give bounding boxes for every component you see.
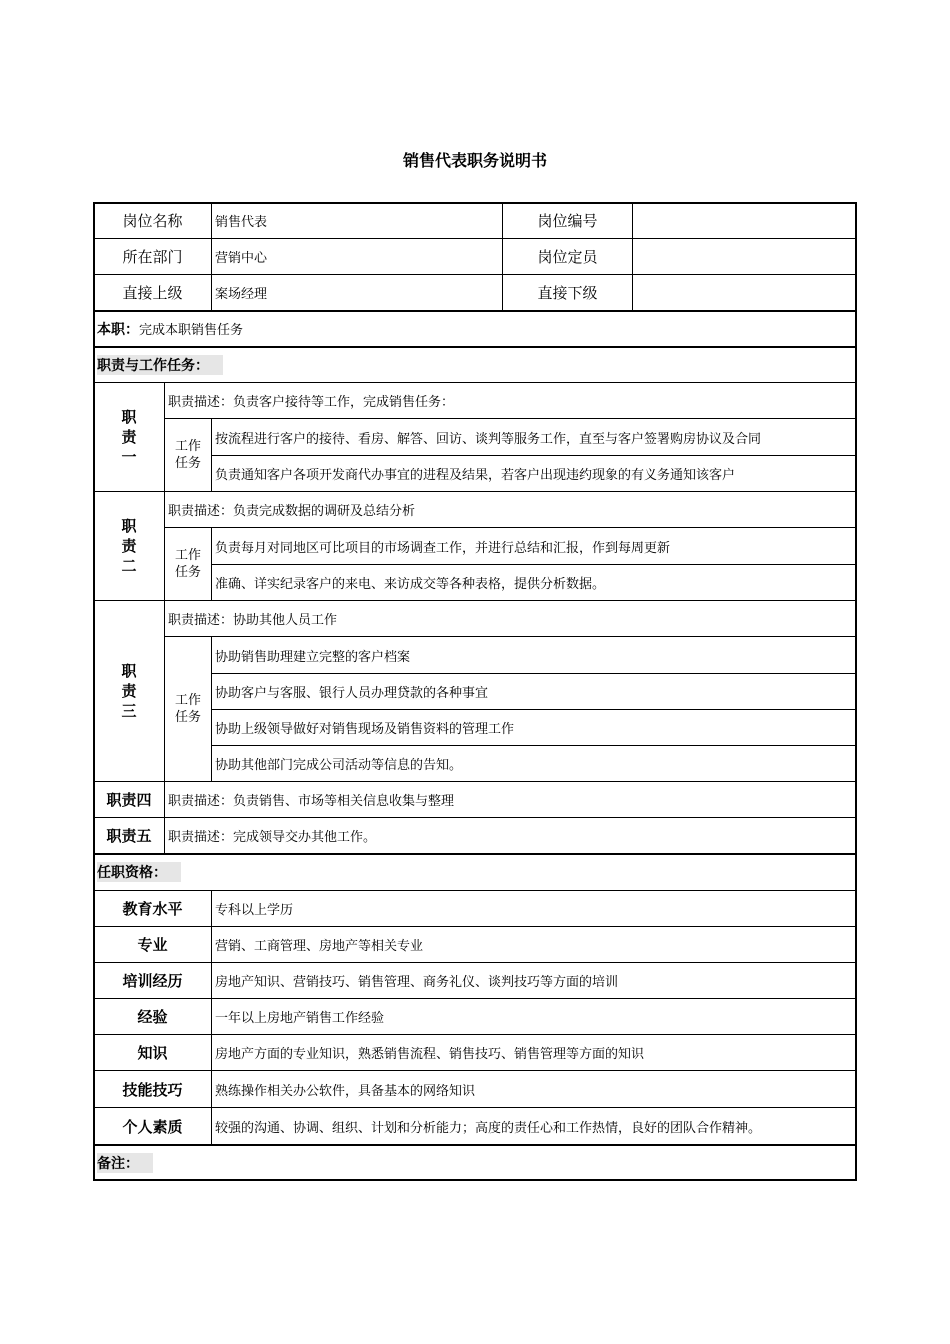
duty-1-task-1: 按流程进行客户的接待、看房、解答、回访、谈判等服务工作，直至与客户签署购房协议及合同	[211, 418, 857, 456]
subordinate-value	[632, 274, 857, 311]
qualifications-section-header	[93, 853, 857, 891]
remarks-label: 备注：	[97, 1153, 153, 1173]
superior-label: 直接上级	[93, 274, 212, 311]
duty-3-description: 职责描述：协助其他人员工作	[164, 600, 857, 637]
duty-2-label: 职 责 二	[93, 491, 165, 601]
duty-5-description: 职责描述：完成领导交办其他工作。	[164, 817, 857, 854]
duty-2-description: 职责描述：负责完成数据的调研及总结分析	[164, 491, 857, 528]
qual-skills-label: 技能技巧	[93, 1070, 212, 1108]
duty-3-task-2: 协助客户与客服、银行人员办理贷款的各种事宜	[211, 673, 857, 710]
qual-training-label: 培训经历	[93, 962, 212, 999]
qual-personal-value: 较强的沟通、协调、组织、计划和分析能力；高度的责任心和工作热情，良好的团队合作精神。	[211, 1107, 857, 1145]
headcount-label: 岗位定员	[502, 238, 633, 275]
superior-value: 案场经理	[211, 274, 503, 311]
duty-5-label: 职责五	[93, 817, 165, 854]
main-duty-row	[93, 310, 857, 347]
position-name-label: 岗位名称	[93, 202, 212, 239]
qual-knowledge-value: 房地产方面的专业知识，熟悉销售流程、销售技巧、销售管理等方面的知识	[211, 1034, 857, 1071]
divider-before-remarks	[93, 1144, 857, 1146]
divider-before-qualifications	[93, 853, 857, 855]
duty-3-label: 职 责 三	[93, 600, 165, 782]
main-duty-label: 本职：	[97, 321, 139, 338]
headcount-value	[632, 238, 857, 275]
duty-1-task-label: 工作 任务	[164, 418, 212, 492]
qualifications-header-text: 任职资格：	[97, 862, 181, 882]
duty-4-label: 职责四	[93, 781, 165, 818]
subordinate-label: 直接下级	[502, 274, 633, 311]
tasks-header-text: 职责与工作任务：	[97, 355, 223, 375]
qual-skills-value: 熟练操作相关办公软件，具备基本的网络知识	[211, 1070, 857, 1108]
main-duty-text: 完成本职销售任务	[139, 323, 244, 338]
qual-training-value: 房地产知识、营销技巧、销售管理、商务礼仪、谈判技巧等方面的培训	[211, 962, 857, 999]
duty-3-task-label: 工作 任务	[164, 636, 212, 782]
qual-experience-value: 一年以上房地产销售工作经验	[211, 998, 857, 1035]
divider-after-basic	[93, 310, 857, 312]
tasks-section-header	[93, 346, 857, 383]
qual-education-label: 教育水平	[93, 890, 212, 927]
qual-experience-label: 经验	[93, 998, 212, 1035]
divider-after-main-duty	[93, 346, 857, 348]
duty-2-task-2: 准确、详实纪录客户的来电、来访成交等各种表格，提供分析数据。	[211, 564, 857, 601]
qual-personal-label: 个人素质	[93, 1107, 212, 1145]
duty-1-label: 职 责 一	[93, 382, 165, 492]
duty-3-task-3: 协助上级领导做好对销售现场及销售资料的管理工作	[211, 709, 857, 746]
position-name-value: 销售代表	[211, 202, 503, 239]
duty-4-description: 职责描述：负责销售、市场等相关信息收集与整理	[164, 781, 857, 818]
position-code-value	[632, 202, 857, 239]
qual-major-label: 专业	[93, 926, 212, 963]
qual-major-value: 营销、工商管理、房地产等相关专业	[211, 926, 857, 963]
duty-1-task-2: 负责通知客户各项开发商代办事宜的进程及结果，若客户出现违约现象的有义务通知该客户	[211, 455, 857, 492]
duty-1-description: 职责描述：负责客户接待等工作，完成销售任务：	[164, 382, 857, 419]
duty-3-task-1: 协助销售助理建立完整的客户档案	[211, 636, 857, 674]
duty-3-task-4: 协助其他部门完成公司活动等信息的告知。	[211, 745, 857, 782]
page-title: 销售代表职务说明书	[402, 151, 547, 170]
qual-knowledge-label: 知识	[93, 1034, 212, 1071]
remarks-row	[93, 1144, 857, 1181]
position-code-label: 岗位编号	[502, 202, 633, 239]
department-label: 所在部门	[93, 238, 212, 275]
duty-2-task-1: 负责每月对同地区可比项目的市场调查工作，并进行总结和汇报，作到每周更新	[211, 527, 857, 565]
duty-2-task-label: 工作 任务	[164, 527, 212, 601]
qual-education-value: 专科以上学历	[211, 890, 857, 927]
department-value: 营销中心	[211, 238, 503, 275]
